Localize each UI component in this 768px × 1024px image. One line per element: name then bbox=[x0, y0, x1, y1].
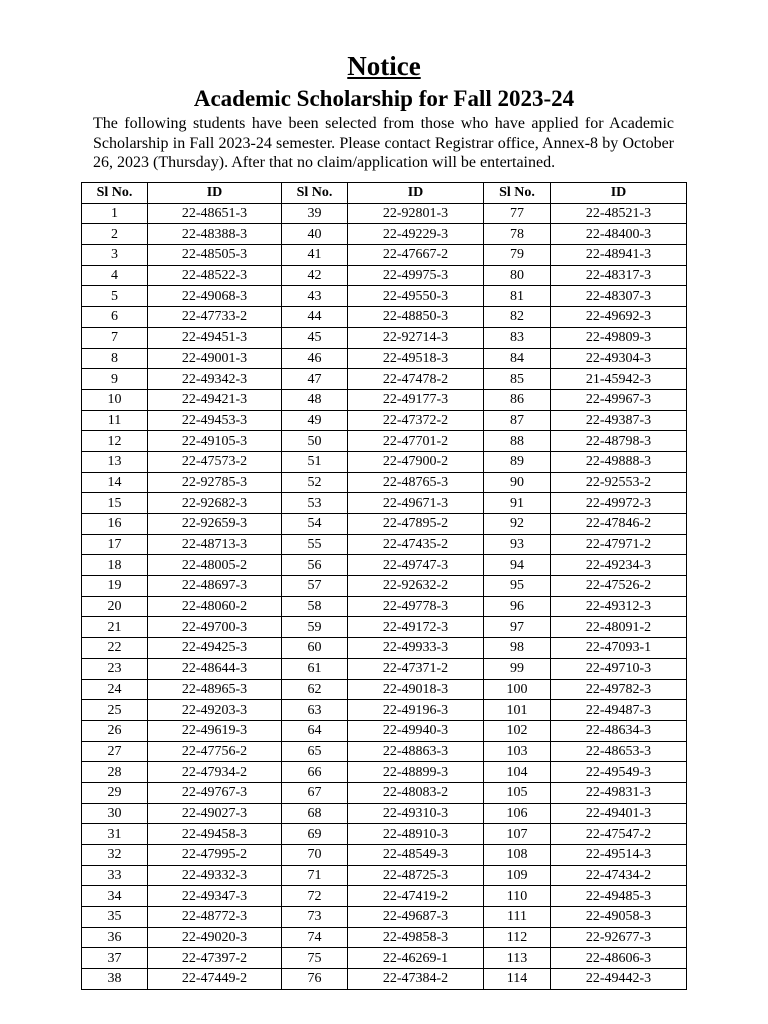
sl-no-cell: 53 bbox=[282, 493, 348, 514]
student-id-cell: 22-92632-2 bbox=[348, 576, 484, 597]
student-id-cell: 22-49442-3 bbox=[551, 969, 687, 990]
sl-no-cell: 19 bbox=[82, 576, 148, 597]
sl-no-cell: 109 bbox=[484, 865, 551, 886]
table-row bbox=[82, 700, 687, 721]
sl-no-cell: 73 bbox=[282, 907, 348, 928]
sl-no-cell: 22 bbox=[82, 638, 148, 659]
student-id-cell: 22-47384-2 bbox=[348, 969, 484, 990]
sl-no-cell: 10 bbox=[82, 389, 148, 410]
sl-no-cell: 4 bbox=[82, 265, 148, 286]
student-id-cell: 22-48005-2 bbox=[148, 555, 282, 576]
scholarship-table bbox=[81, 182, 687, 990]
sl-no-cell: 44 bbox=[282, 307, 348, 328]
sl-no-cell: 51 bbox=[282, 451, 348, 472]
student-id-cell: 22-49018-3 bbox=[348, 679, 484, 700]
student-id-cell: 22-92553-2 bbox=[551, 472, 687, 493]
sl-no-cell: 99 bbox=[484, 658, 551, 679]
table-header-row bbox=[82, 183, 687, 204]
student-id-cell: 22-49710-3 bbox=[551, 658, 687, 679]
student-id-cell: 22-49027-3 bbox=[148, 803, 282, 824]
sl-no-cell: 9 bbox=[82, 369, 148, 390]
student-id-cell: 22-49933-3 bbox=[348, 638, 484, 659]
student-id-cell: 22-92714-3 bbox=[348, 327, 484, 348]
student-id-cell: 22-48634-3 bbox=[551, 720, 687, 741]
sl-no-cell: 20 bbox=[82, 596, 148, 617]
table-row bbox=[82, 265, 687, 286]
sl-no-cell: 39 bbox=[282, 203, 348, 224]
table-row bbox=[82, 907, 687, 928]
sl-no-cell: 28 bbox=[82, 762, 148, 783]
sl-no-cell: 64 bbox=[282, 720, 348, 741]
sl-no-cell: 26 bbox=[82, 720, 148, 741]
student-id-cell: 22-48725-3 bbox=[348, 865, 484, 886]
sl-no-cell: 87 bbox=[484, 410, 551, 431]
student-id-cell: 22-48899-3 bbox=[348, 762, 484, 783]
table-row bbox=[82, 410, 687, 431]
sl-no-cell: 34 bbox=[82, 886, 148, 907]
student-id-cell: 22-49550-3 bbox=[348, 286, 484, 307]
table-row bbox=[82, 617, 687, 638]
sl-no-cell: 30 bbox=[82, 803, 148, 824]
student-id-cell: 22-47733-2 bbox=[148, 307, 282, 328]
sl-no-cell: 17 bbox=[82, 534, 148, 555]
student-id-cell: 22-49058-3 bbox=[551, 907, 687, 928]
sl-no-cell: 29 bbox=[82, 782, 148, 803]
student-id-cell: 22-92801-3 bbox=[348, 203, 484, 224]
table-row bbox=[82, 845, 687, 866]
student-id-cell: 22-49671-3 bbox=[348, 493, 484, 514]
student-id-cell: 22-49975-3 bbox=[348, 265, 484, 286]
table-row bbox=[82, 245, 687, 266]
sl-no-cell: 93 bbox=[484, 534, 551, 555]
table-row bbox=[82, 596, 687, 617]
table-row bbox=[82, 679, 687, 700]
student-id-cell: 22-49518-3 bbox=[348, 348, 484, 369]
sl-no-cell: 75 bbox=[282, 948, 348, 969]
sl-no-cell: 84 bbox=[484, 348, 551, 369]
student-id-cell: 22-47934-2 bbox=[148, 762, 282, 783]
sl-no-cell: 101 bbox=[484, 700, 551, 721]
student-id-cell: 22-92659-3 bbox=[148, 514, 282, 535]
student-id-cell: 22-48549-3 bbox=[348, 845, 484, 866]
table-body bbox=[82, 203, 687, 989]
sl-no-cell: 77 bbox=[484, 203, 551, 224]
student-id-cell: 22-49514-3 bbox=[551, 845, 687, 866]
table-row bbox=[82, 472, 687, 493]
student-id-cell: 22-48798-3 bbox=[551, 431, 687, 452]
sl-no-cell: 42 bbox=[282, 265, 348, 286]
student-id-cell: 22-49858-3 bbox=[348, 927, 484, 948]
sl-no-cell: 70 bbox=[282, 845, 348, 866]
student-id-cell: 22-48521-3 bbox=[551, 203, 687, 224]
student-id-cell: 22-48863-3 bbox=[348, 741, 484, 762]
sl-no-cell: 41 bbox=[282, 245, 348, 266]
sl-no-cell: 71 bbox=[282, 865, 348, 886]
sl-no-cell: 67 bbox=[282, 782, 348, 803]
table-row bbox=[82, 327, 687, 348]
sl-no-cell: 68 bbox=[282, 803, 348, 824]
sl-no-cell: 16 bbox=[82, 514, 148, 535]
student-id-cell: 22-49778-3 bbox=[348, 596, 484, 617]
student-id-cell: 22-49203-3 bbox=[148, 700, 282, 721]
table-row bbox=[82, 307, 687, 328]
student-id-cell: 22-92785-3 bbox=[148, 472, 282, 493]
sl-no-cell: 54 bbox=[282, 514, 348, 535]
student-id-cell: 22-49304-3 bbox=[551, 348, 687, 369]
student-id-cell: 22-49940-3 bbox=[348, 720, 484, 741]
sl-no-cell: 58 bbox=[282, 596, 348, 617]
student-id-cell: 22-47995-2 bbox=[148, 845, 282, 866]
student-id-cell: 22-48307-3 bbox=[551, 286, 687, 307]
student-id-cell: 22-48651-3 bbox=[148, 203, 282, 224]
student-id-cell: 22-49196-3 bbox=[348, 700, 484, 721]
student-id-cell: 22-48522-3 bbox=[148, 265, 282, 286]
student-id-cell: 22-47371-2 bbox=[348, 658, 484, 679]
student-id-cell: 22-49234-3 bbox=[551, 555, 687, 576]
sl-no-cell: 100 bbox=[484, 679, 551, 700]
header-sl-no: Sl No. bbox=[484, 183, 551, 204]
notice-title: Notice bbox=[347, 51, 421, 81]
sl-no-cell: 36 bbox=[82, 927, 148, 948]
sl-no-cell: 82 bbox=[484, 307, 551, 328]
notice-intro-paragraph: The following students have been selected from those who have applied for Academic Scholarship in Fall 2023-24 semester. Please contact Registrar office, Annex-8 by October 26, 2023 (Thursday). After that no claim/application will be entertained. bbox=[93, 115, 674, 171]
table-row bbox=[82, 224, 687, 245]
table-row bbox=[82, 555, 687, 576]
student-id-cell: 22-49425-3 bbox=[148, 638, 282, 659]
sl-no-cell: 25 bbox=[82, 700, 148, 721]
sl-no-cell: 83 bbox=[484, 327, 551, 348]
sl-no-cell: 15 bbox=[82, 493, 148, 514]
student-id-cell: 22-48388-3 bbox=[148, 224, 282, 245]
sl-no-cell: 105 bbox=[484, 782, 551, 803]
student-id-cell: 22-48083-2 bbox=[348, 782, 484, 803]
header-id: ID bbox=[348, 183, 484, 204]
sl-no-cell: 79 bbox=[484, 245, 551, 266]
student-id-cell: 22-47701-2 bbox=[348, 431, 484, 452]
sl-no-cell: 81 bbox=[484, 286, 551, 307]
sl-no-cell: 48 bbox=[282, 389, 348, 410]
student-id-cell: 22-48400-3 bbox=[551, 224, 687, 245]
student-id-cell: 22-48850-3 bbox=[348, 307, 484, 328]
sl-no-cell: 102 bbox=[484, 720, 551, 741]
table-row bbox=[82, 286, 687, 307]
table-row bbox=[82, 638, 687, 659]
sl-no-cell: 12 bbox=[82, 431, 148, 452]
sl-no-cell: 6 bbox=[82, 307, 148, 328]
sl-no-cell: 97 bbox=[484, 617, 551, 638]
sl-no-cell: 111 bbox=[484, 907, 551, 928]
student-id-cell: 22-47900-2 bbox=[348, 451, 484, 472]
sl-no-cell: 88 bbox=[484, 431, 551, 452]
sl-no-cell: 66 bbox=[282, 762, 348, 783]
sl-no-cell: 103 bbox=[484, 741, 551, 762]
student-id-cell: 22-47971-2 bbox=[551, 534, 687, 555]
student-id-cell: 22-92677-3 bbox=[551, 927, 687, 948]
student-id-cell: 22-49972-3 bbox=[551, 493, 687, 514]
table-row bbox=[82, 865, 687, 886]
student-id-cell: 22-49001-3 bbox=[148, 348, 282, 369]
student-id-cell: 22-49229-3 bbox=[348, 224, 484, 245]
sl-no-cell: 21 bbox=[82, 617, 148, 638]
sl-no-cell: 52 bbox=[282, 472, 348, 493]
student-id-cell: 22-48505-3 bbox=[148, 245, 282, 266]
student-id-cell: 22-49312-3 bbox=[551, 596, 687, 617]
table-row bbox=[82, 886, 687, 907]
sl-no-cell: 69 bbox=[282, 824, 348, 845]
student-id-cell: 22-49401-3 bbox=[551, 803, 687, 824]
table-row bbox=[82, 948, 687, 969]
student-id-cell: 22-47372-2 bbox=[348, 410, 484, 431]
table-row bbox=[82, 762, 687, 783]
sl-no-cell: 47 bbox=[282, 369, 348, 390]
student-id-cell: 22-48772-3 bbox=[148, 907, 282, 928]
sl-no-cell: 43 bbox=[282, 286, 348, 307]
sl-no-cell: 104 bbox=[484, 762, 551, 783]
sl-no-cell: 110 bbox=[484, 886, 551, 907]
sl-no-cell: 24 bbox=[82, 679, 148, 700]
sl-no-cell: 91 bbox=[484, 493, 551, 514]
table-row bbox=[82, 534, 687, 555]
student-id-cell: 22-47846-2 bbox=[551, 514, 687, 535]
sl-no-cell: 108 bbox=[484, 845, 551, 866]
sl-no-cell: 59 bbox=[282, 617, 348, 638]
student-id-cell: 22-47895-2 bbox=[348, 514, 484, 535]
sl-no-cell: 113 bbox=[484, 948, 551, 969]
sl-no-cell: 92 bbox=[484, 514, 551, 535]
student-id-cell: 22-47573-2 bbox=[148, 451, 282, 472]
student-id-cell: 22-49549-3 bbox=[551, 762, 687, 783]
student-id-cell: 22-49782-3 bbox=[551, 679, 687, 700]
header-id: ID bbox=[551, 183, 687, 204]
sl-no-cell: 38 bbox=[82, 969, 148, 990]
table-row bbox=[82, 803, 687, 824]
student-id-cell: 22-49700-3 bbox=[148, 617, 282, 638]
sl-no-cell: 62 bbox=[282, 679, 348, 700]
student-id-cell: 22-48317-3 bbox=[551, 265, 687, 286]
student-id-cell: 22-48965-3 bbox=[148, 679, 282, 700]
student-id-cell: 22-92682-3 bbox=[148, 493, 282, 514]
sl-no-cell: 35 bbox=[82, 907, 148, 928]
student-id-cell: 22-49177-3 bbox=[348, 389, 484, 410]
student-id-cell: 22-47478-2 bbox=[348, 369, 484, 390]
student-id-cell: 22-48644-3 bbox=[148, 658, 282, 679]
sl-no-cell: 57 bbox=[282, 576, 348, 597]
sl-no-cell: 2 bbox=[82, 224, 148, 245]
student-id-cell: 22-47526-2 bbox=[551, 576, 687, 597]
student-id-cell: 22-47756-2 bbox=[148, 741, 282, 762]
table-row bbox=[82, 741, 687, 762]
student-id-cell: 22-47434-2 bbox=[551, 865, 687, 886]
sl-no-cell: 11 bbox=[82, 410, 148, 431]
sl-no-cell: 27 bbox=[82, 741, 148, 762]
student-id-cell: 22-49487-3 bbox=[551, 700, 687, 721]
student-id-cell: 22-49387-3 bbox=[551, 410, 687, 431]
sl-no-cell: 50 bbox=[282, 431, 348, 452]
student-id-cell: 22-47435-2 bbox=[348, 534, 484, 555]
student-id-cell: 22-48060-2 bbox=[148, 596, 282, 617]
sl-no-cell: 46 bbox=[282, 348, 348, 369]
student-id-cell: 22-49687-3 bbox=[348, 907, 484, 928]
student-id-cell: 22-49747-3 bbox=[348, 555, 484, 576]
header-sl-no: Sl No. bbox=[82, 183, 148, 204]
sl-no-cell: 1 bbox=[82, 203, 148, 224]
student-id-cell: 22-49347-3 bbox=[148, 886, 282, 907]
sl-no-cell: 37 bbox=[82, 948, 148, 969]
sl-no-cell: 40 bbox=[282, 224, 348, 245]
student-id-cell: 22-49105-3 bbox=[148, 431, 282, 452]
table-row bbox=[82, 493, 687, 514]
student-id-cell: 22-49809-3 bbox=[551, 327, 687, 348]
sl-no-cell: 13 bbox=[82, 451, 148, 472]
student-id-cell: 22-49453-3 bbox=[148, 410, 282, 431]
sl-no-cell: 61 bbox=[282, 658, 348, 679]
sl-no-cell: 89 bbox=[484, 451, 551, 472]
sl-no-cell: 45 bbox=[282, 327, 348, 348]
student-id-cell: 22-49310-3 bbox=[348, 803, 484, 824]
student-id-cell: 22-49888-3 bbox=[551, 451, 687, 472]
notice-subtitle: Academic Scholarship for Fall 2023-24 bbox=[193, 86, 575, 111]
table-row bbox=[82, 576, 687, 597]
student-id-cell: 22-49451-3 bbox=[148, 327, 282, 348]
table-row bbox=[82, 824, 687, 845]
sl-no-cell: 72 bbox=[282, 886, 348, 907]
sl-no-cell: 14 bbox=[82, 472, 148, 493]
student-id-cell: 22-48910-3 bbox=[348, 824, 484, 845]
table-row bbox=[82, 369, 687, 390]
table-row bbox=[82, 969, 687, 990]
sl-no-cell: 5 bbox=[82, 286, 148, 307]
student-id-cell: 22-49421-3 bbox=[148, 389, 282, 410]
sl-no-cell: 56 bbox=[282, 555, 348, 576]
sl-no-cell: 18 bbox=[82, 555, 148, 576]
sl-no-cell: 95 bbox=[484, 576, 551, 597]
student-id-cell: 22-49332-3 bbox=[148, 865, 282, 886]
sl-no-cell: 31 bbox=[82, 824, 148, 845]
sl-no-cell: 65 bbox=[282, 741, 348, 762]
sl-no-cell: 55 bbox=[282, 534, 348, 555]
student-id-cell: 22-48697-3 bbox=[148, 576, 282, 597]
sl-no-cell: 106 bbox=[484, 803, 551, 824]
table-row bbox=[82, 203, 687, 224]
sl-no-cell: 85 bbox=[484, 369, 551, 390]
sl-no-cell: 74 bbox=[282, 927, 348, 948]
sl-no-cell: 80 bbox=[484, 265, 551, 286]
sl-no-cell: 98 bbox=[484, 638, 551, 659]
table-row bbox=[82, 720, 687, 741]
sl-no-cell: 63 bbox=[282, 700, 348, 721]
student-id-cell: 22-46269-1 bbox=[348, 948, 484, 969]
table-row bbox=[82, 389, 687, 410]
student-id-cell: 22-49172-3 bbox=[348, 617, 484, 638]
student-id-cell: 22-47419-2 bbox=[348, 886, 484, 907]
student-id-cell: 22-48765-3 bbox=[348, 472, 484, 493]
student-id-cell: 22-49342-3 bbox=[148, 369, 282, 390]
student-id-cell: 22-47667-2 bbox=[348, 245, 484, 266]
sl-no-cell: 114 bbox=[484, 969, 551, 990]
table-row bbox=[82, 348, 687, 369]
student-id-cell: 22-49619-3 bbox=[148, 720, 282, 741]
sl-no-cell: 90 bbox=[484, 472, 551, 493]
student-id-cell: 22-49485-3 bbox=[551, 886, 687, 907]
sl-no-cell: 96 bbox=[484, 596, 551, 617]
table-row bbox=[82, 451, 687, 472]
student-id-cell: 22-49020-3 bbox=[148, 927, 282, 948]
sl-no-cell: 3 bbox=[82, 245, 148, 266]
sl-no-cell: 33 bbox=[82, 865, 148, 886]
table-row bbox=[82, 431, 687, 452]
table-row bbox=[82, 658, 687, 679]
sl-no-cell: 112 bbox=[484, 927, 551, 948]
sl-no-cell: 78 bbox=[484, 224, 551, 245]
sl-no-cell: 8 bbox=[82, 348, 148, 369]
sl-no-cell: 86 bbox=[484, 389, 551, 410]
student-id-cell: 22-47093-1 bbox=[551, 638, 687, 659]
sl-no-cell: 94 bbox=[484, 555, 551, 576]
student-id-cell: 22-48606-3 bbox=[551, 948, 687, 969]
student-id-cell: 22-47397-2 bbox=[148, 948, 282, 969]
sl-no-cell: 7 bbox=[82, 327, 148, 348]
student-id-cell: 22-48713-3 bbox=[148, 534, 282, 555]
student-id-cell: 22-49767-3 bbox=[148, 782, 282, 803]
student-id-cell: 22-49692-3 bbox=[551, 307, 687, 328]
student-id-cell: 22-49458-3 bbox=[148, 824, 282, 845]
sl-no-cell: 107 bbox=[484, 824, 551, 845]
table-row bbox=[82, 782, 687, 803]
sl-no-cell: 76 bbox=[282, 969, 348, 990]
student-id-cell: 22-48653-3 bbox=[551, 741, 687, 762]
table-row bbox=[82, 514, 687, 535]
student-id-cell: 22-49967-3 bbox=[551, 389, 687, 410]
header-id: ID bbox=[148, 183, 282, 204]
student-id-cell: 22-47449-2 bbox=[148, 969, 282, 990]
sl-no-cell: 32 bbox=[82, 845, 148, 866]
student-id-cell: 22-48091-2 bbox=[551, 617, 687, 638]
student-id-cell: 22-48941-3 bbox=[551, 245, 687, 266]
sl-no-cell: 23 bbox=[82, 658, 148, 679]
sl-no-cell: 60 bbox=[282, 638, 348, 659]
student-id-cell: 22-49831-3 bbox=[551, 782, 687, 803]
header-sl-no: Sl No. bbox=[282, 183, 348, 204]
student-id-cell: 21-45942-3 bbox=[551, 369, 687, 390]
table-row bbox=[82, 927, 687, 948]
student-id-cell: 22-49068-3 bbox=[148, 286, 282, 307]
student-id-cell: 22-47547-2 bbox=[551, 824, 687, 845]
sl-no-cell: 49 bbox=[282, 410, 348, 431]
